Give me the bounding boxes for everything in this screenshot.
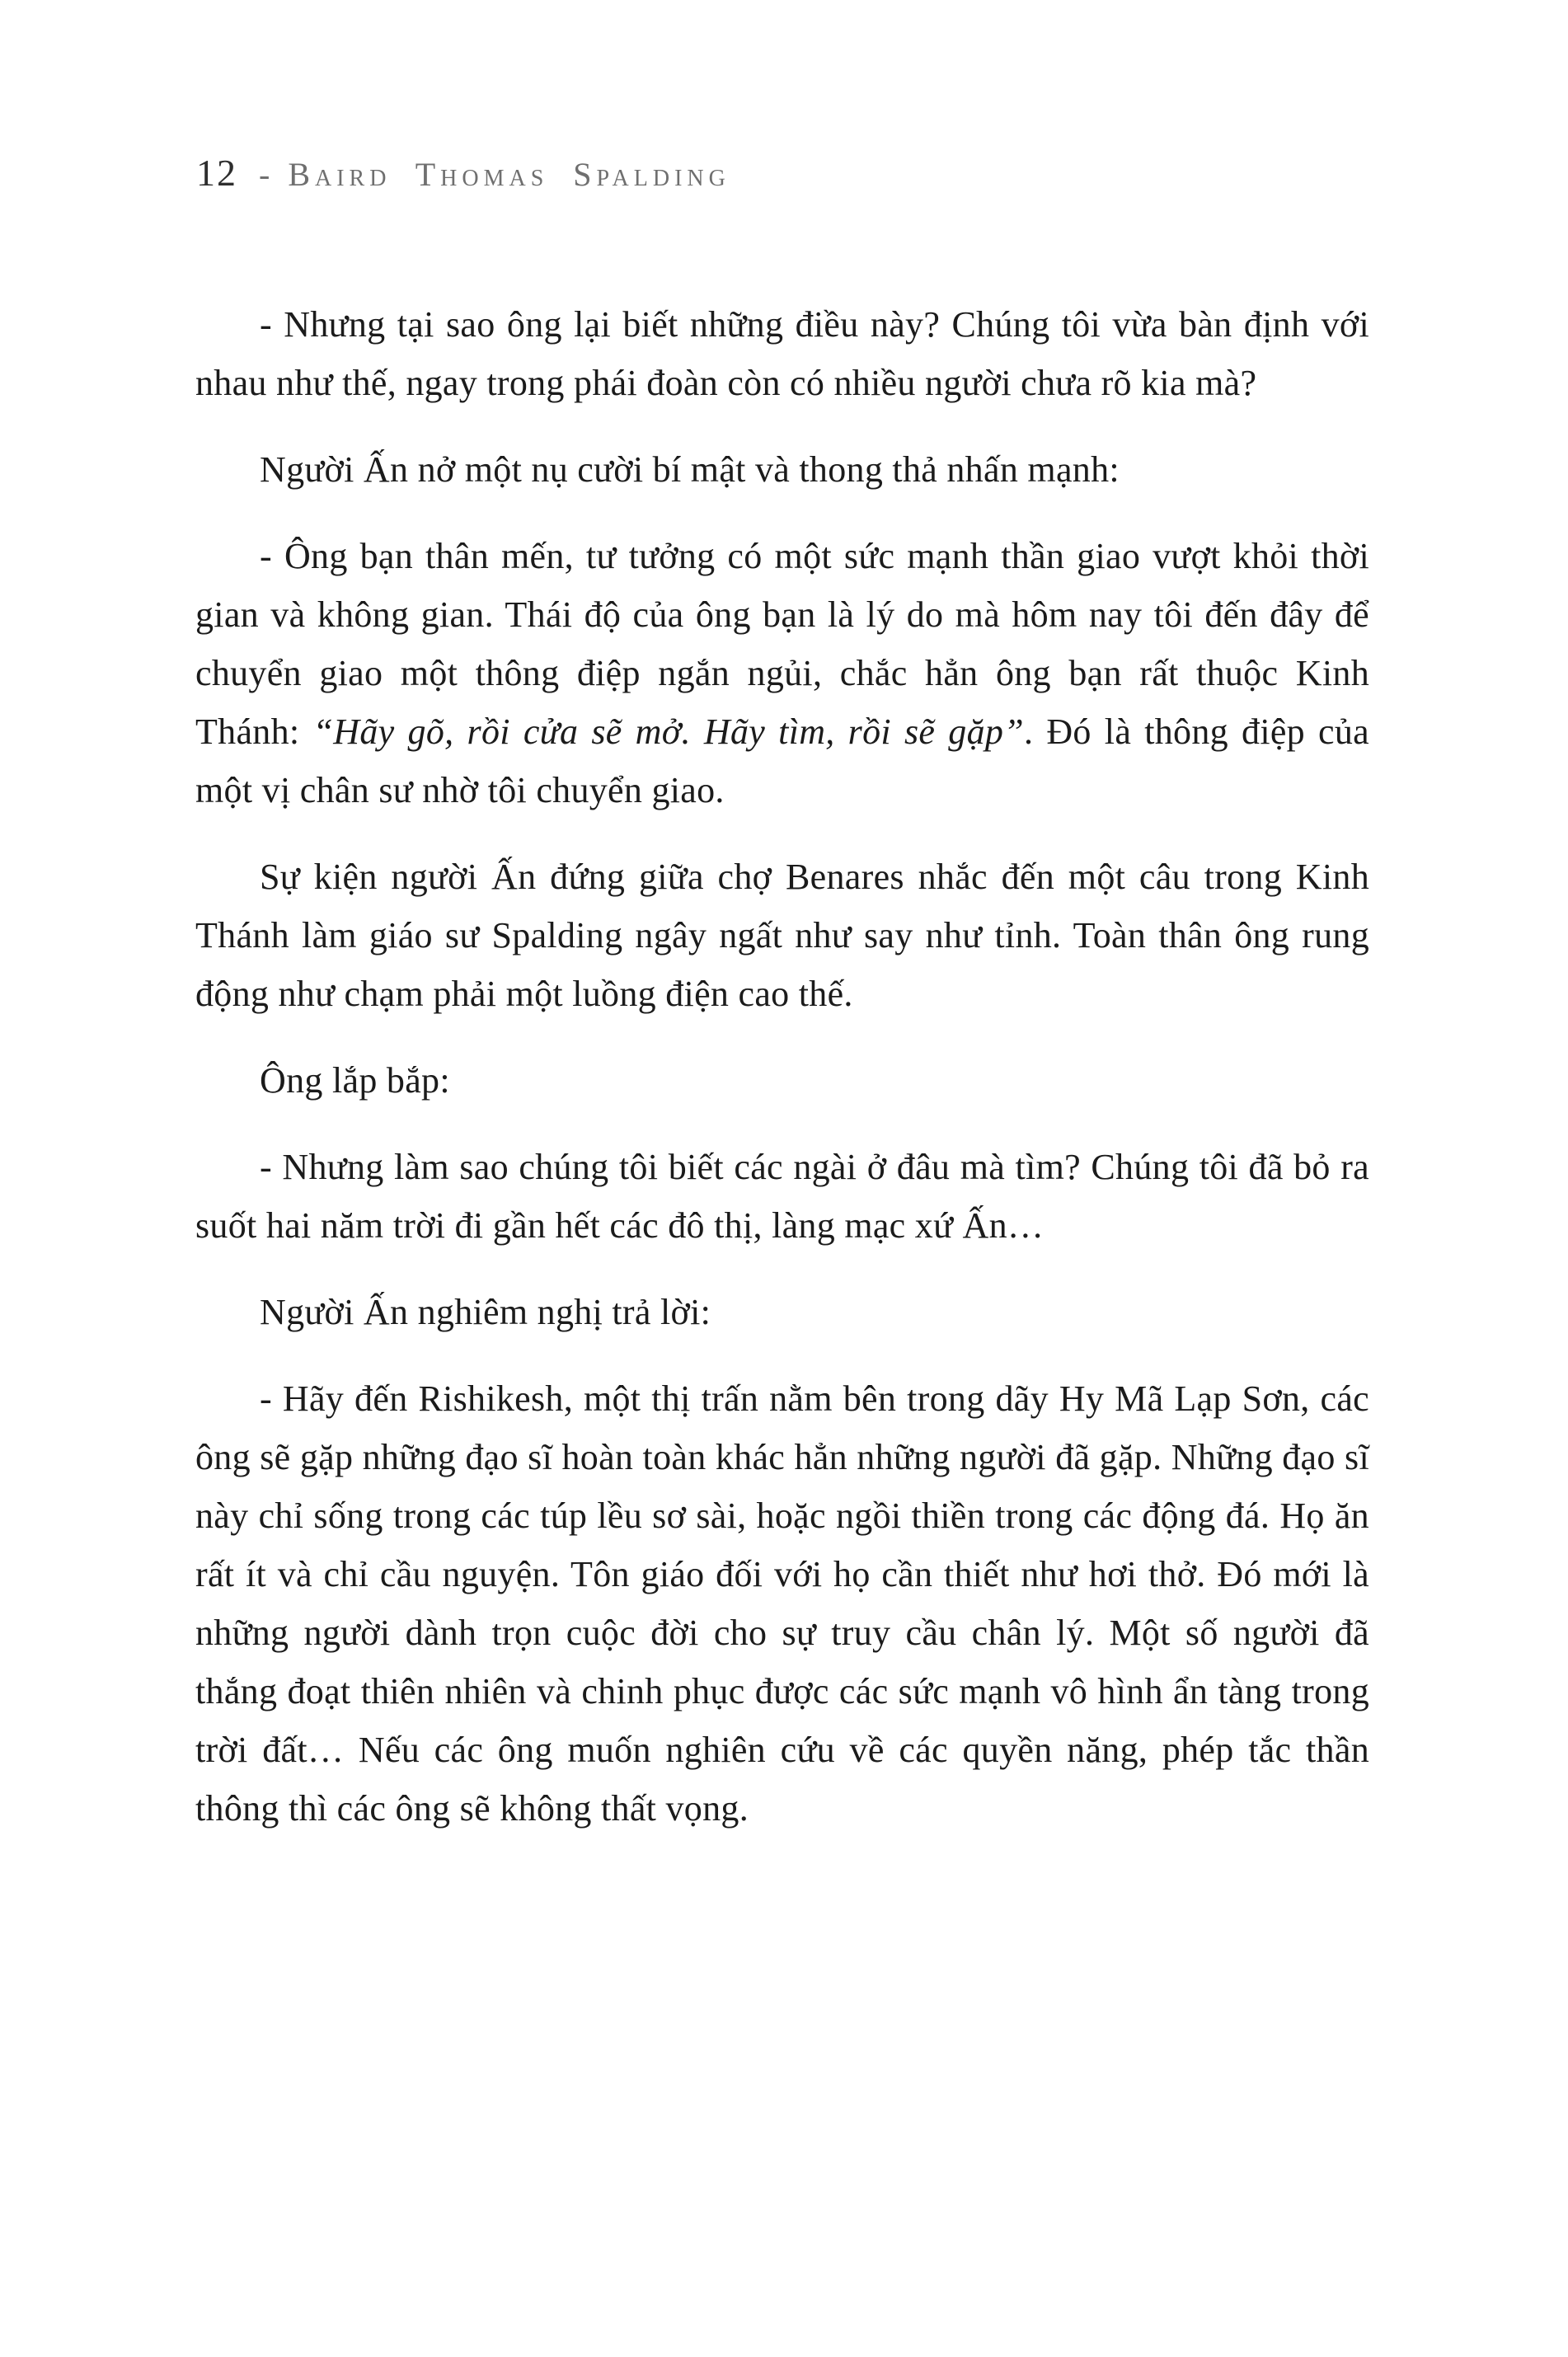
paragraph — [195, 295, 1369, 412]
paragraph-text: Người Ấn nghiêm nghị trả lời: — [260, 1292, 711, 1332]
paragraph — [195, 1283, 1369, 1341]
paragraph-text: . Đó là thông điệp của một vị chân sư nhờ tôi chuyển giao. — [195, 711, 1370, 810]
page-body — [195, 295, 1369, 1838]
paragraph — [195, 847, 1369, 1023]
running-header — [196, 153, 730, 202]
paragraph-text: - Hãy đến Rishikesh, một thị trấn nằm bên trong dãy Hy Mã Lạp Sơn, các ông sẽ gặp những đạo sĩ hoàn toàn khác hẳn những người đã gặp. Những đạo sĩ này chỉ sống trong các túp lều sơ sài, hoặc ngồi thiền trong các động đá. Họ ăn rất ít và chỉ cầu nguyện. Tôn giáo đối với họ cần thiết như hơi thở. Đó mới là những người dành trọn cuộc đời cho sự truy cầu chân lý. Một số người đã thắng đoạt thiên nhiên và chinh phục được các sức mạnh vô hình ẩn tàng trong trời đất… Nếu các ông muốn nghiên cứu về các quyền năng, phép tắc thần thông thì các ông sẽ không thất vọng. — [195, 1378, 1369, 1829]
paragraph-text: - Nhưng làm sao chúng tôi biết các ngài ở đâu mà tìm? Chúng tôi đã bỏ ra suốt hai năm trời đi gần hết các đô thị, làng mạc xứ Ấn… — [195, 1147, 1369, 1246]
paragraph-text: Người Ấn nở một nụ cười bí mật và thong thả nhấn mạnh: — [260, 449, 1120, 490]
paragraph-text: Ông lắp bắp: — [260, 1060, 450, 1101]
paragraph — [195, 1138, 1369, 1255]
paragraph-text: Sự kiện người Ấn đứng giữa chợ Benares nhắc đến một câu trong Kinh Thánh làm giáo sư Spalding ngây ngất như say như tỉnh. Toàn thân ông rung động như chạm phải một luồng điện cao thế. — [195, 857, 1369, 1014]
quoted-scripture-text: “Hãy gõ, rồi cửa sẽ mở. Hãy tìm, rồi sẽ gặp” — [312, 711, 1024, 752]
header-separator: - — [259, 156, 270, 193]
paragraph — [195, 1369, 1369, 1838]
paragraph — [195, 440, 1369, 499]
paragraph-text: - Nhưng tại sao ông lại biết những điều này? Chúng tôi vừa bàn định với nhau như thế, ngay trong phái đoàn còn có nhiều người chưa rõ kia mà? — [195, 304, 1369, 403]
paragraph — [195, 1051, 1369, 1110]
page-number: 12 — [196, 152, 237, 194]
paragraph — [195, 527, 1369, 819]
running-title: Baird Thomas Spalding — [288, 156, 730, 193]
paragraph-text: - Ông bạn thân mến, tư tưởng có một sức mạnh thần giao vượt khỏi thời gian và không gian. Thái độ của ông bạn là lý do mà hôm nay tôi đến đây để chuyển giao một thông điệp ngắn ngủi, chắc hẳn ông bạn rất thuộc Kinh Thánh: — [195, 536, 1369, 752]
